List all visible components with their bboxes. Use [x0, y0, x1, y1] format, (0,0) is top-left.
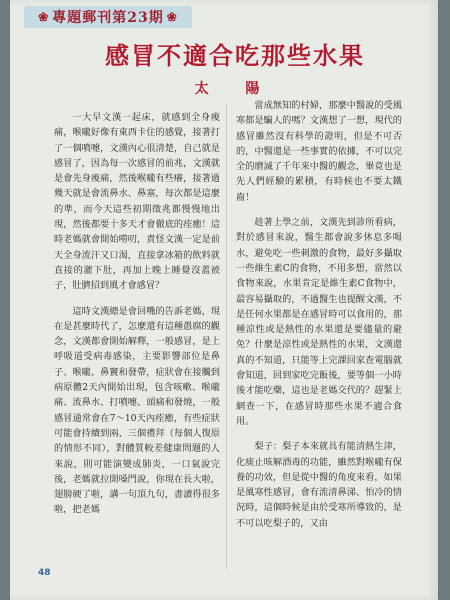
paragraph: 當成無知的村婦，那麼中醫說的受風寒都是騙人的嗎？文漢想了一想，現代的感冒雖然沒有科學的證明，但是不可否的，中醫還是一些事實的依據，不可以完全的磨滅了千年來中醫的觀念，畢竟也是先人們經驗的累積，有時候也不要太鐵齒！: [236, 100, 402, 203]
flower-ornament-icon: ❀: [38, 10, 50, 24]
page-number: 48: [38, 568, 51, 578]
article-author: 太 陽: [194, 81, 276, 97]
flower-ornament-icon: ❀: [166, 10, 178, 24]
paragraph: 一大早文漢一起床，就感到全身痠痛，喉嚨好像有東西卡住的感覺，接著打了一個噴嚏，文漢內心很清楚，自己就是感冒了，因為每一次感冒的前兆，文漢就是會先身痠痛，然後喉嚨有些癢，接著過幾天就是會流鼻水、鼻塞，每次都是這麼的準，而今天這些初期徵兆都慢慢地出現，然後都要十多天才會徹底的痊癒！這時老媽就會開始嘮叨，責怪文漢一定是前天全身流汗又口渴，直接拿冰箱的飲料就直接的灌下肚，再加上晚上睡覺沒蓋被子，肚臍招到風才會感冒？: [54, 112, 220, 292]
paragraph: 梨子：梨子本來就具有能清熱生津，化痰止咳解酒毒的功能，雖然對喉嚨有保養的功效，但是從中醫的角度來看，如果是風寒性感冒，會有流清鼻涕、怕冷的情況時，這個時候是由於受寒所導致的，是不可以吃梨子的，又由: [236, 441, 402, 529]
issue-banner: [24, 6, 192, 28]
column-divider: [226, 104, 227, 569]
right-column: [236, 98, 402, 531]
paragraph: 趁著上學之前，文漢先到診所看病，對於感冒來說，醫生都會說多休息多喝水，避免吃一些刺激的食物，最好多攝取一些維生素C的食物，不用多想，當然以食物來說，水果肯定是維生素C食物中，最容易攝取的，不過醫生也提醒文漢，不是任何水果都是在感冒時可以食用的，那種涼性或是熱性的水果還是要儘量的避免？什麼是涼性或是熱性的水果，文漢還真的不知道，只能等上完課回家查電腦就會知道，回到家吃完飯後，要等個一小時後才能吃藥，這也是老媽交代的？趕緊上網查一下，在感冒時那些水果不適合食用。: [236, 217, 402, 427]
left-column: [54, 110, 220, 518]
magazine-page: [10, 0, 438, 600]
paragraph: 這時文漢總是會回嘴的告訴老媽，現在是甚麼時代了，怎麼還有這種愚腐的觀念，文漢都會開始解釋，一般感冒，是上呼吸道受病毒感染，主要影響部位是鼻子、喉嚨、鼻竇和發帶，症狀會在接觸到病原體2天內開始出現，包含咳嗽、喉嚨痛、流鼻水、打噴嚏、頭痛和發燒，一般感冒通常會在7～10天內痊癒，有些症狀可能會持續到兩、三個禮拜（每個人復原的情形不同），對體質較差健康問題的人來說，則可能演變成肺炎，一口氣說完後，老媽就拉開嗓門說，你現在長大啦，翅膀硬了啦，講一句頂九句，書讀得很多啦，把老媽: [54, 305, 220, 516]
issue-label: 專題郵刊第23期: [52, 10, 164, 26]
article-title: 感冒不適合吃那些水果: [105, 42, 365, 70]
